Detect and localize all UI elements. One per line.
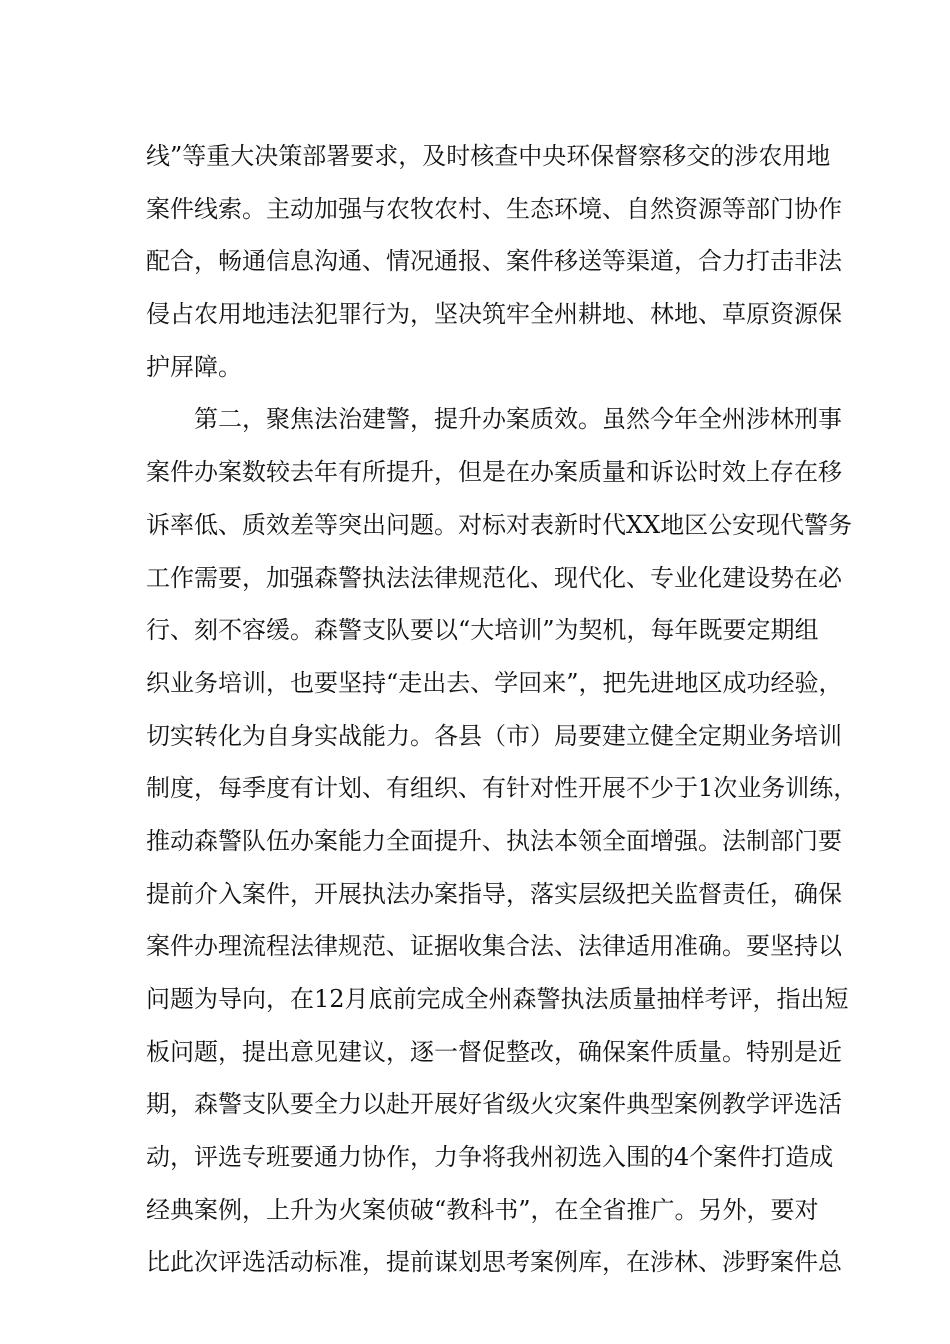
body-text [146, 130, 858, 1289]
text-line: 推动森警队伍办案能力全面提升、执法本领全面增强。法制部门要 [146, 826, 842, 855]
text-line: 诉率低、质效差等突出问题。对标对表新时代XX地区公安现代警务 [146, 510, 853, 539]
text-line: 案件办理流程法律规范、证据收集合法、法律适用准确。要坚持以 [146, 932, 842, 961]
text-line: 提前介入案件，开展执法办案指导，落实层级把关监督责任，确保 [146, 879, 842, 908]
text-line: 工作需要，加强森警执法法律规范化、现代化、专业化建设势在必 [146, 563, 842, 592]
text-line: 案件线索。主动加强与农牧农村、生态环境、自然资源等部门协作 [146, 194, 842, 223]
text-line: 经典案例，上升为火案侦破“教科书”，在全省推广。另外，要对 [146, 1195, 819, 1224]
text-line: 板问题，提出意见建议，逐一督促整改，确保案件质量。特别是近 [146, 1037, 842, 1066]
text-line: 动，评选专班要通力协作，力争将我州初选入围的4个案件打造成 [146, 1143, 834, 1172]
paragraph-heading-line: 第二，聚焦法治建警，提升办案质效。虽然今年全州涉林刑事 [194, 405, 842, 434]
text-line: 侵占农用地违法犯罪行为，坚决筑牢全州耕地、林地、草原资源保 [146, 300, 842, 329]
text-line: 配合，畅通信息沟通、情况通报、案件移送等渠道，合力打击非法 [146, 247, 842, 276]
text-line: 行、刻不容缓。森警支队要以“大培训”为契机，每年既要定期组 [146, 616, 819, 645]
text-line: 问题为导向，在12月底前完成全州森警执法质量抽样考评，指出短 [146, 985, 849, 1013]
text-line: 织业务培训，也要坚持“走出去、学回来”，把先进地区成功经验， [146, 668, 843, 697]
text-line: 比此次评选活动标准，提前谋划思考案例库，在涉林、涉野案件总 [146, 1248, 842, 1277]
text-line: 护屏障。 [146, 352, 242, 381]
text-line: 期，森警支队要全力以赴开展好省级火灾案件典型案例教学评选活 [146, 1090, 842, 1119]
text-line: 线”等重大决策部署要求，及时核查中央环保督察移交的涉农用地 [146, 142, 831, 170]
text-line: 案件办案数较去年有所提升，但是在办案质量和诉讼时效上存在移 [146, 458, 842, 487]
text-line: 制度，每季度有计划、有组织、有针对性开展不少于1次业务训练， [146, 774, 858, 803]
text-line: 切实转化为自身实战能力。各县（市）局要建立健全定期业务培训 [146, 721, 842, 750]
